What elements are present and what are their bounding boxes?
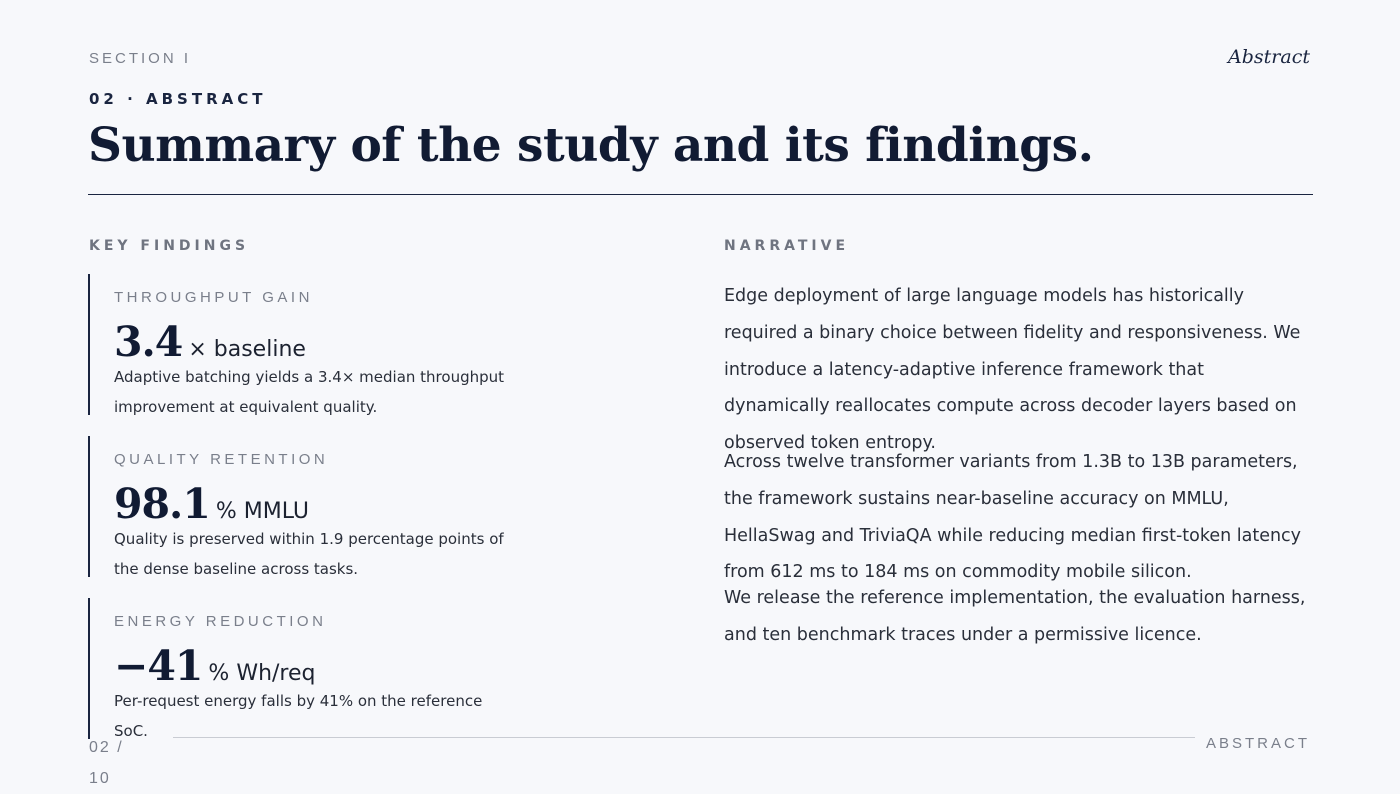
finding-metric — [114, 318, 548, 364]
page-number: 02 / 10 — [89, 739, 124, 787]
section-label: SECTION I — [89, 50, 192, 67]
finding-card-energy — [88, 598, 548, 739]
footer-section-label: ABSTRACT — [1205, 735, 1310, 752]
header-section-name: Abstract — [1228, 46, 1310, 68]
narrative-heading: NARRATIVE — [724, 238, 850, 254]
footer-divider — [173, 737, 1195, 738]
finding-label: THROUGHPUT GAIN — [114, 289, 313, 306]
finding-value: 3.4 — [114, 318, 183, 366]
slide-kicker: 02 · ABSTRACT — [89, 90, 267, 108]
finding-description: Per-request energy falls by 41% on the reference SoC. — [114, 692, 483, 740]
narrative-paragraph-3: We release the reference implementation, the evaluation harness, and ten benchmark traces under a permissive licence. — [724, 588, 1306, 645]
narrative-paragraph-1: Edge deployment of large language models has historically required a binary choice between fidelity and responsiveness. We introduce a latency-adaptive inference framework that dynamically reallocates compute across decoder layers based on observed token entropy. — [724, 286, 1301, 454]
finding-label: QUALITY RETENTION — [114, 451, 329, 468]
finding-description: Quality is preserved within 1.9 percentage points of the dense baseline across tasks. — [114, 530, 504, 578]
finding-metric — [114, 480, 548, 526]
finding-unit: × baseline — [188, 337, 306, 362]
page-title: Summary of the study and its findings. — [88, 118, 1094, 173]
finding-unit: % Wh/req — [208, 661, 316, 686]
finding-description: Adaptive batching yields a 3.4× median throughput improvement at equivalent quality. — [114, 368, 505, 416]
finding-metric — [114, 642, 548, 688]
title-divider — [88, 194, 1313, 195]
finding-card-throughput — [88, 274, 548, 415]
finding-value: −41 — [114, 642, 203, 690]
finding-unit: % MMLU — [215, 499, 309, 524]
narrative-paragraph-2: Across twelve transformer variants from 1.3B to 13B parameters, the framework sustains near-baseline accuracy on MMLU, HellaSwag and TriviaQA while reducing median first-token latency from 612 ms to 184 ms on commodity mobile silicon. — [724, 452, 1302, 583]
finding-value: 98.1 — [114, 480, 210, 528]
finding-label: ENERGY REDUCTION — [114, 613, 327, 630]
finding-card-quality — [88, 436, 548, 577]
key-findings-heading: KEY FINDINGS — [89, 238, 250, 254]
